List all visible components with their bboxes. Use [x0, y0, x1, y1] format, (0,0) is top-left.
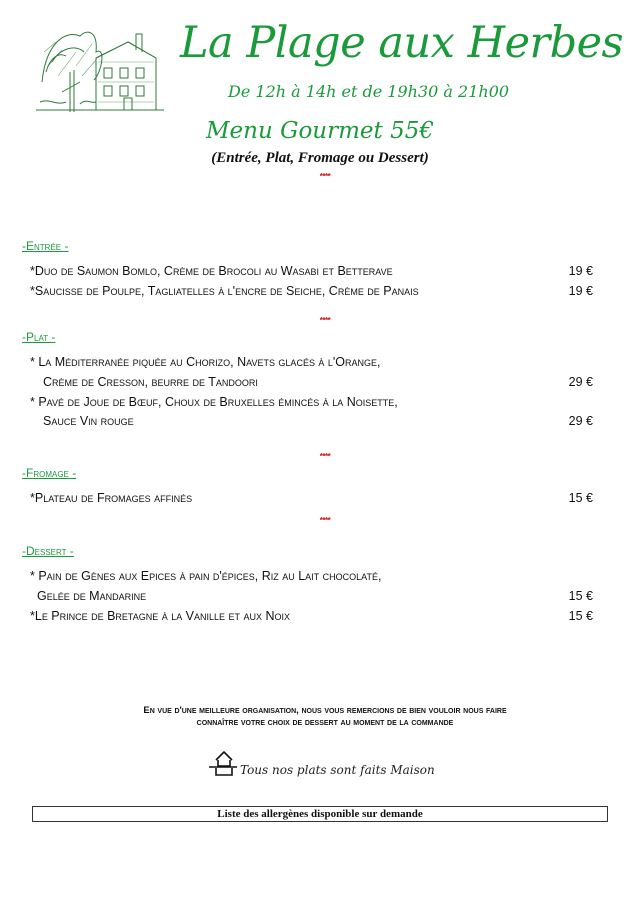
- separator-stars: ****: [319, 452, 331, 461]
- dish-price: 15 €: [568, 609, 593, 623]
- restaurant-name: La Plage aux Herbes: [180, 18, 624, 68]
- fait-maison-house-icon: [208, 748, 238, 776]
- dish-price: 29 €: [568, 375, 593, 389]
- separator-stars: ****: [319, 172, 331, 181]
- menu-title: Menu Gourmet 55€: [205, 118, 434, 144]
- dish-price: 15 €: [568, 491, 593, 505]
- opening-hours: De 12h à 14h et de 19h30 à 21h00: [228, 82, 510, 101]
- dish-name: * Pain de Gènes aux Epices à pain d'épices, Riz au Lait chocolaté,: [30, 569, 382, 583]
- dessert-order-notice: En vue d'une meilleure organisation, nous vous remercions de bien vouloir nous faire connaître votre choix de dessert au moment de la commande: [143, 705, 507, 728]
- dish-price: 15 €: [568, 589, 593, 603]
- dish-name: *Le Prince de Bretagne à la Vanille et aux Noix: [30, 609, 290, 623]
- restaurant-building-sketch-icon: [36, 22, 164, 114]
- dish-price: 19 €: [568, 284, 593, 298]
- menu-subtitle: (Entrée, Plat, Fromage ou Dessert): [211, 150, 429, 166]
- dish-name-continued: Sauce Vin rouge: [43, 414, 134, 428]
- dish-name: *Saucisse de Poulpe, Tagliatelles à l'encre de Seiche, Crème de Panais: [30, 284, 419, 298]
- dish-name: *Duo de Saumon Bomlo, Crème de Brocoli au Wasabi et Betterave: [30, 264, 393, 278]
- section-title-dessert: -Dessert -: [22, 544, 74, 558]
- separator-stars: ****: [319, 516, 331, 525]
- fait-maison-note: Tous nos plats sont faits Maison: [240, 763, 435, 777]
- dish-name: *Plateau de Fromages affinés: [30, 491, 193, 505]
- dish-name-continued: Gelée de Mandarine: [37, 589, 147, 603]
- section-title-fromage: -Fromage -: [22, 466, 77, 480]
- dish-name: * Pavé de Joue de Bœuf, Choux de Bruxelles émincés à la Noisette,: [30, 395, 398, 409]
- dish-price: 29 €: [568, 414, 593, 428]
- section-title-entree: -Entrée -: [22, 239, 69, 253]
- dish-price: 19 €: [568, 264, 593, 278]
- section-title-plat: -Plat -: [22, 330, 56, 344]
- dish-name: * La Méditerranée piquée au Chorizo, Navets glacés à l'Orange,: [30, 355, 381, 369]
- allergen-notice: Liste des allergènes disponible sur demande: [32, 806, 608, 822]
- separator-stars: ****: [319, 316, 331, 325]
- dish-name-continued: Crème de Cresson, beurre de Tandoori: [43, 375, 258, 389]
